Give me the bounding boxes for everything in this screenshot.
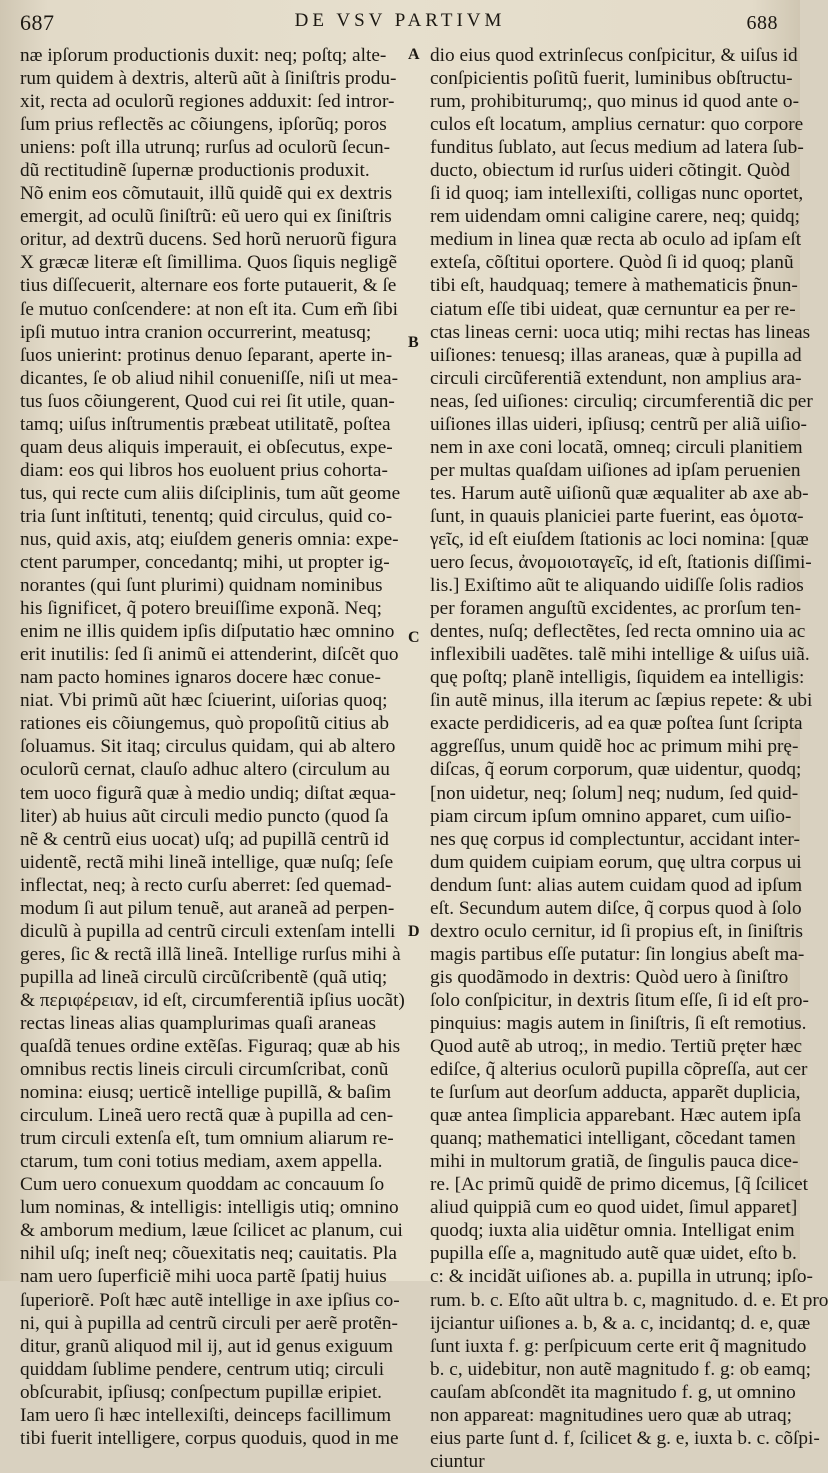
text-line: tes. Harum autẽ uiſionũ quæ æqualiter ab axe ab- bbox=[430, 482, 809, 504]
text-line: dextro oculo cernitur, id ſi propius eſt, in ſiniſtris bbox=[430, 920, 804, 942]
margin-letter-b: B bbox=[408, 334, 419, 351]
text-line: rectas lineas alias quamplurimas quaſi araneas bbox=[20, 1012, 377, 1034]
text-line: obſcurabit, ipſiusq; conſpectum pupillæ eripiet. bbox=[20, 1381, 382, 1403]
text-line: rum. b. c. Eſto aũt ultra b. c, magnitudo. d. e. Et pro bbox=[430, 1289, 828, 1311]
text-line: ediſce, q̃ alterius oculorũ pupilla cõpreſſa, aut cer bbox=[430, 1059, 808, 1081]
text-line: emergit, ad oculũ ſiniſtrũ: eũ uero qui ex ſiniſtris bbox=[20, 206, 392, 228]
text-line: pinquius: magis autem in ſiniſtris, ſi eſt remotius. bbox=[430, 1012, 807, 1034]
text-line: medium in linea quæ recta ab oculo ad ipſam eſt bbox=[430, 229, 802, 251]
text-line: uero ſecus, ἀνομοιοταγεῖς, id eſt, ſtationis diſſimi- bbox=[430, 552, 812, 574]
text-line: nam uero ſuperficiẽ mihi uoca partẽ ſpatij huius bbox=[20, 1266, 387, 1288]
text-line: [non uidetur, neq; ſolum] neq; nudum, ſed quid- bbox=[430, 782, 799, 804]
text-line: ctarum, tum coni totius mediam, axem appella. bbox=[20, 1151, 383, 1173]
text-line: magis partibus eſſe putatur: ſin longius abeſt ma- bbox=[430, 943, 805, 965]
text-line: b. c, uidebitur, non autẽ magnitudo f. g: ob eamq; bbox=[430, 1358, 812, 1380]
text-line: ctent parumper, concedantq; mihi, ut propter ig- bbox=[20, 552, 390, 574]
text-line: rationes eis cõiungemus, quò propoſitũ citius ab bbox=[20, 713, 389, 735]
text-line: circuli circũferentiã extendunt, non amplius ara- bbox=[430, 367, 802, 389]
text-line: ciatum eſſe tibi uideat, quæ cernuntur ea per re- bbox=[430, 298, 796, 320]
text-line: eſt. Secundum autem diſce, q̃ corpus quod à ſolo bbox=[430, 897, 802, 919]
text-line: Cum uero conuexum quoddam ac concauum ſo bbox=[20, 1174, 385, 1196]
text-line: xit, recta ad oculorũ regiones adduxit: ſed intror- bbox=[20, 91, 395, 113]
text-line: Nõ enim eos cõmutauit, illũ quidẽ qui ex dextris bbox=[20, 183, 393, 205]
text-line: ſuos unierint: protinus denuo ſeparant, aperte in- bbox=[20, 344, 393, 366]
text-line: oritur, ad dextrũ ducens. Sed horũ neruorũ figura bbox=[20, 229, 397, 251]
text-line: ſuperiorẽ. Poſt hæc autẽ intellige in axe ipſius co- bbox=[20, 1289, 400, 1311]
text-line: ſe mutuo conſcendere: at non eſt ita. Cum em̃ ſibi bbox=[20, 298, 399, 320]
text-line: ditur, granũ aliquod mil ij, aut id genus exiguum bbox=[20, 1335, 394, 1357]
text-line: ſolo conſpicitur, in dextris ſitum eſſe, ſi id eſt pro- bbox=[430, 989, 809, 1011]
text-line: ipſi mutuo intra cranion occurrerint, meatusq; bbox=[20, 321, 372, 343]
text-line: nes quę corpus id complectuntur, accidant inter- bbox=[430, 828, 800, 850]
text-line: tem uoco figurã quæ à medio undiq; diſtat æqua- bbox=[20, 782, 396, 804]
text-line: X græcæ literæ eſt ſimillima. Quos ſiquis negligẽ bbox=[20, 252, 398, 274]
text-line: inflectat, neq; à recto curſu aberret: ſed quemad- bbox=[20, 874, 392, 896]
text-line: quæ antea ſimplicia apparebant. Hæc autem ipſa bbox=[430, 1105, 802, 1127]
text-line: niat. Vbi primũ aũt hæc ſciuerint, uiſorias quoq; bbox=[20, 690, 388, 712]
text-line: Quod autẽ ab utroq;, in medio. Tertiũ pręter hæc bbox=[430, 1036, 803, 1058]
text-line: uiſiones illas uideri, ipſiusq; centrũ per aliã uiſio- bbox=[430, 413, 807, 435]
text-line: te ſurſum aut deorſum adducta, apparẽt duplicia, bbox=[430, 1082, 801, 1104]
text-line: ſunt iuxta f. g: perſpicuum certe erit q̃ magnitudo bbox=[430, 1335, 807, 1357]
text-line: eius parte ſunt d. f, ſcilicet & g. e, iuxta b. c. cõſpi- bbox=[430, 1427, 820, 1449]
text-line: dum quidem cuipiam eorum, quę ultra corpus ui bbox=[430, 851, 802, 873]
text-line: aliud quippiã cum eo quod uidet, ſimul apparet] bbox=[430, 1197, 798, 1219]
text-line: nomina: eiusq; uerticẽ intellige pupillã, & baſim bbox=[20, 1082, 392, 1104]
text-line: & amborum medium, læue ſcilicet ac planum, cui bbox=[20, 1220, 403, 1242]
text-line: ſi id quoq; iam intellexiſti, colligas nunc oportet, bbox=[430, 183, 804, 205]
text-line: nem in axe coni locatã, omneq; circuli planitiem bbox=[430, 436, 803, 458]
text-line: tibi eſt, haudquaq; temere à mathematicis p̃nun- bbox=[430, 275, 798, 297]
text-line: exteſa, cõſtitui oportere. Quòd ſi id quoq; planũ bbox=[430, 252, 794, 274]
text-line: modum ſi aut pilum tenuẽ, aut araneã ad perpen- bbox=[20, 897, 395, 919]
text-line: aggreſſus, unum quidẽ hoc ac primum mihi prę- bbox=[430, 736, 799, 758]
text-line: conſpicientis poſitũ fuerit, luminibus obſtructu- bbox=[430, 68, 793, 90]
left-page-number: 687 bbox=[20, 10, 55, 35]
text-line: dendum ſunt: alias autem cuidam quod ad ipſum bbox=[430, 874, 803, 896]
page-header bbox=[0, 0, 800, 40]
text-line: oculorũ cernat, clauſo adhuc altero (circulum au bbox=[20, 759, 390, 781]
text-line: neas, ſed uiſiones: circuliq; circumferentiã dic per bbox=[430, 390, 813, 412]
text-line: quaſdã tenues ordine extẽſas. Figuraq; quæ ab his bbox=[20, 1036, 401, 1058]
right-text-column bbox=[430, 44, 828, 1473]
text-line: rem uidendam omni caligine carere, neq; quidq; bbox=[430, 206, 800, 228]
margin-letter-a: A bbox=[408, 46, 420, 63]
text-line: gis quodãmodo in dextris: Quòd uero à ſiniſtro bbox=[430, 966, 789, 988]
text-line: uniens: poſt illa utrunq; rurſus ad oculorũ ſecun- bbox=[20, 137, 391, 159]
text-line: tamq; uiſus inſtrumentis præbeat utilitatẽ, poſtea bbox=[20, 413, 391, 435]
text-line: quodq; iuxta alia uidẽtur omnia. Intelligat enim bbox=[430, 1220, 795, 1242]
text-line: quam deus aliquis imperauit, ei obſecutus, expe- bbox=[20, 436, 393, 458]
text-line: diculũ à pupilla ad centrũ circuli extenſam intelli bbox=[20, 920, 396, 942]
text-line: quanq; mathematici intelligant, cõcedant tamen bbox=[430, 1128, 796, 1150]
text-line: geres, ſic & rectã illã lineã. Intellige rurſus mihi à bbox=[20, 943, 401, 965]
text-line: enim ne illis quidem ipſis diſputatio hæc omnino bbox=[20, 621, 395, 643]
text-line: næ ipſorum productionis duxit: neq; poſtq; alte- bbox=[20, 45, 387, 66]
text-line: trum circuli extenſa eſt, tum omnium aliarum re- bbox=[20, 1128, 394, 1150]
left-text-column bbox=[20, 44, 404, 1450]
text-line: ſin autẽ minus, illa iterum ac ſæpius repete: & ubi bbox=[430, 690, 813, 712]
text-line: diſcas, q̃ eorum corporum, quæ uidentur, quodq; bbox=[430, 759, 802, 781]
text-line: dicantes, ſe ob aliud nihil conueniſſe, niſi ut mea- bbox=[20, 367, 399, 389]
text-line: dentes, nuſq; deflectẽtes, ſed recta omnino uia ac bbox=[430, 621, 806, 643]
text-line: dio eius quod extrinſecus conſpicitur, & uiſus id bbox=[430, 45, 798, 66]
text-line: rum quidem à dextris, alterũ aũt à ſiniſtris produ- bbox=[20, 68, 397, 90]
margin-section-markers bbox=[404, 44, 430, 1274]
text-line: ſoluamus. Sit itaq; circulus quidam, qui ab altero bbox=[20, 736, 396, 758]
text-line: quiddam ſublime pendere, centrum utiq; circuli bbox=[20, 1358, 385, 1380]
text-line: ctas lineas cerni: uoca utiq; mihi rectas has lineas bbox=[430, 321, 811, 343]
text-line: circulum. Lineã uero rectã quæ à pupilla ad cen- bbox=[20, 1105, 394, 1127]
text-line: nam pacto homines ignaros docere hæc conue- bbox=[20, 667, 381, 689]
text-line: tus ſuos cõiungerent, Quod cui rei ſit utile, quan- bbox=[20, 390, 395, 412]
text-line: his ſignificet, q̃ potero breuiſſime exponã. Neq; bbox=[20, 598, 382, 620]
text-line: c: & incidãt uiſiones ab. a. pupilla in utrunq; ipſo- bbox=[430, 1266, 813, 1288]
text-line: ciuntur bbox=[430, 1450, 485, 1472]
text-line: exacte perdidiceris, ad ea quæ poſtea ſunt ſcripta bbox=[430, 713, 803, 735]
text-line: per foramen anguſtũ excidentes, ac prorſum ten- bbox=[430, 598, 802, 620]
text-line: Iam uero ſi hæc intellexiſti, deinceps facillimum bbox=[20, 1404, 392, 1426]
text-line: per multas quaſdam uiſiones ad ipſam peruenien bbox=[430, 459, 801, 481]
text-line: cauſam abſcondẽt ita magnitudo f. g, ut omnino bbox=[430, 1381, 796, 1403]
text-line: γεῖς, id eſt eiuſdem ſtationis ac loci nomina: [quæ bbox=[430, 528, 809, 550]
margin-letter-d: D bbox=[408, 923, 420, 940]
text-line: pupilla eſſe a, magnitudo autẽ quæ uidet, eſto b. bbox=[430, 1243, 797, 1265]
text-line: ni, qui à pupilla ad centrũ circuli per aerẽ protẽn- bbox=[20, 1312, 398, 1334]
text-line: ducto, obiectum id rurſus uideri cõtingit. Quòd bbox=[430, 160, 790, 182]
text-line: rum, prohibiturumq;, quo minus id quod ante o- bbox=[430, 91, 799, 113]
text-line: lum nominas, & intelligis: intelligis utiq; omnino bbox=[20, 1197, 399, 1219]
text-line: norantes (qui ſunt plurimi) quidnam nominibus bbox=[20, 575, 383, 597]
text-line: lis.] Exiſtimo aũt te aliquando uidiſſe ſolis radios bbox=[430, 575, 804, 597]
text-line: mihi in multorum gratiã, de ſingulis pauca dice- bbox=[430, 1151, 799, 1173]
text-line: tria ſunt inſtituti, tenentq; quid circulus, quid co- bbox=[20, 505, 393, 527]
text-line: nẽ & centrũ eius uocat) uſq; ad pupillã centrũ id bbox=[20, 828, 389, 850]
text-line: ſunt, in quauis planiciei parte fuerint, eas ὁμοτα- bbox=[430, 505, 804, 527]
text-line: & περιφέρειαν, id eſt, circumferentiã ipſius uocãt) bbox=[20, 989, 405, 1011]
text-line: diam: eos qui libros hos euoluent prius cohorta- bbox=[20, 459, 388, 481]
text-line: nus, quid axis, atq; eiuſdem generis omnia: expe- bbox=[20, 528, 399, 550]
text-line: ſum prius reflectẽs ac cõiungens, ipſorũq; poros bbox=[20, 114, 387, 136]
text-line: inflexibili uadẽtes. talẽ mihi intellige & uiſus uiã. bbox=[430, 644, 810, 666]
text-line: tius diſſecuerit, alternare eos forte putauerit, & ſe bbox=[20, 275, 397, 297]
text-line: re. [Ac primũ quidẽ de primo dicemus, [q̃ ſcilicet bbox=[430, 1174, 809, 1196]
text-line: non appareat: magnitudines uero quæ ab utraq; bbox=[430, 1404, 792, 1426]
text-line: ijciantur uiſiones a. b, & a. c, incidantq; d. e, quæ bbox=[430, 1312, 811, 1334]
text-line: pupilla ad lineã circulũ circũſcribentẽ (quã utiq; bbox=[20, 966, 388, 988]
text-line: funditus ſublato, aut ſecus medium ad latera ſub- bbox=[430, 137, 804, 159]
text-line: piam circum ipſum omnino apparet, cum uiſio- bbox=[430, 805, 792, 827]
text-line: erit inutilis: ſed ſi animũ ei attenderint, diſcẽt quo bbox=[20, 644, 399, 666]
text-line: culos eſt locatum, amplius cernatur: quo corpore bbox=[430, 114, 804, 136]
text-line: tus, qui recte cum aliis diſciplinis, tum aũt geome bbox=[20, 482, 401, 504]
text-line: uiſiones: tenuesq; illas araneas, quæ à pupilla ad bbox=[430, 344, 802, 366]
running-title: DE VSV PARTIVM bbox=[294, 10, 506, 31]
text-line: tibi fuerit intelligere, corpus quoduis, quod in me bbox=[20, 1427, 399, 1449]
right-page-number: 688 bbox=[746, 12, 778, 34]
text-line: uidentẽ, rectã mihi lineã intellige, quæ nuſq; ſeſe bbox=[20, 851, 394, 873]
margin-letter-c: C bbox=[408, 629, 420, 646]
text-line: nihil uſq; ineſt neq; cõuexitatis neq; cauitatis. Pla bbox=[20, 1243, 397, 1265]
text-line: omnibus rectis lineis circuli circumſcribat, conũ bbox=[20, 1059, 389, 1081]
text-line: quę poſtq; planẽ intelligis, ſiquidem ea intelligis: bbox=[430, 667, 805, 689]
text-line: liter) ab huius aũt circuli medio puncto (quod ſa bbox=[20, 805, 389, 827]
text-line: dũ rectitudinẽ ſupernæ productionis produxit. bbox=[20, 160, 370, 182]
